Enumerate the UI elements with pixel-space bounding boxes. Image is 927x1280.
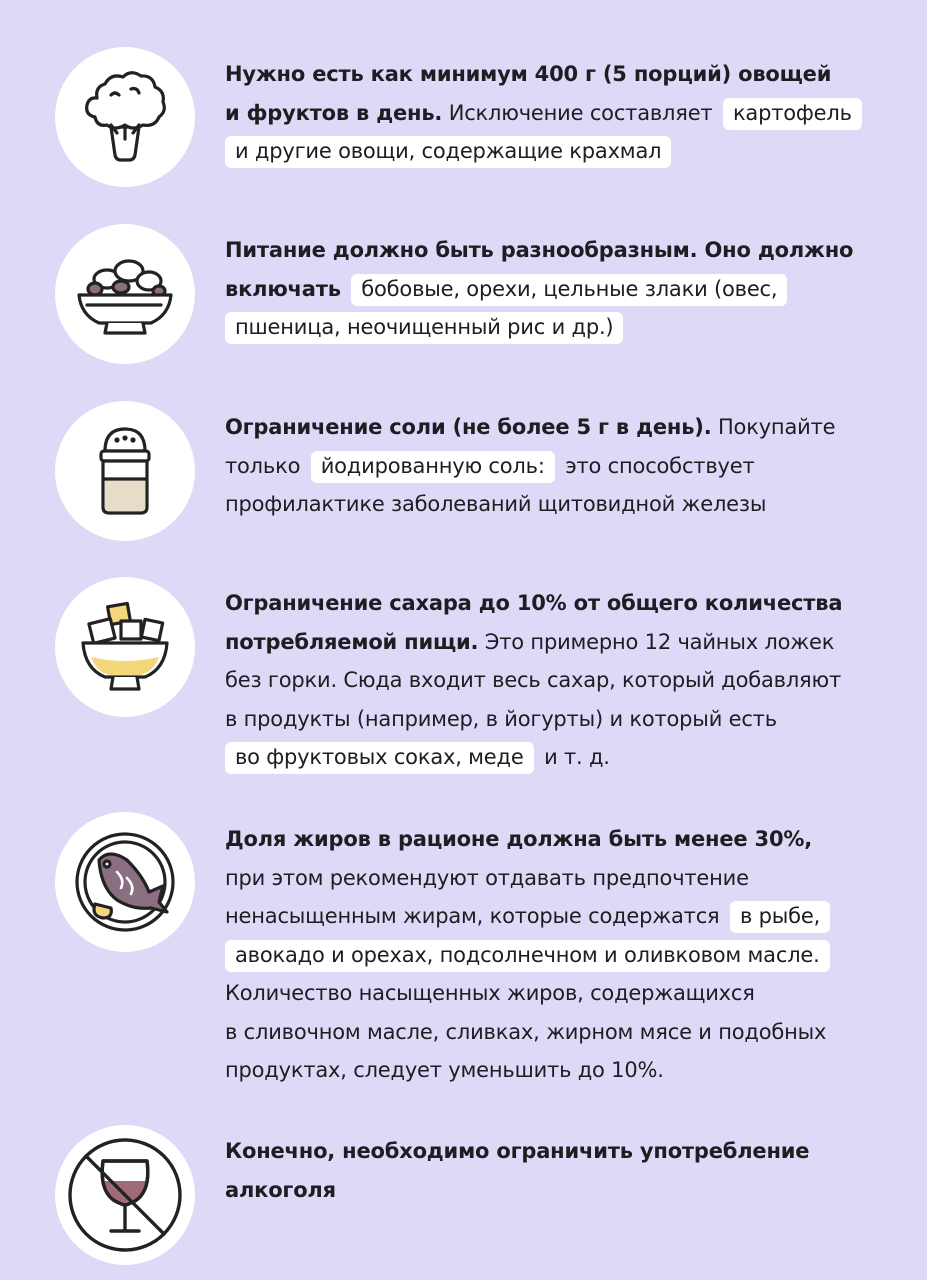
tip-text-span: и т. д. <box>544 745 610 769</box>
tip-bold: и фруктов в день. <box>225 100 443 125</box>
tip-text <box>225 1132 865 1209</box>
tip-line: продуктах, следует уменьшить до 10%. <box>225 1058 664 1082</box>
tip-text <box>225 231 865 347</box>
tip-text-span: Это примерно 12 чайных ложек <box>484 629 835 654</box>
icon-circle <box>55 401 195 541</box>
tip-text-span: это способствует <box>565 453 755 478</box>
icon-circle <box>55 812 195 952</box>
tip-text <box>225 55 865 171</box>
tip-text-span: только <box>225 453 301 478</box>
tip-line <box>225 623 865 662</box>
tip-line: Питание должно быть разнообразным. Оно должно <box>225 238 854 262</box>
tip-text-span: Покупайте <box>717 415 836 439</box>
tip-text <box>225 408 865 524</box>
tip-line <box>225 447 865 486</box>
icon-circle <box>55 224 195 364</box>
highlight: пшеница, неочищенный рис и др.) <box>225 312 623 344</box>
tip-text <box>225 820 865 1090</box>
tip-line: Количество насыщенных жиров, содержащихся <box>225 981 755 1005</box>
tip-line: Конечно, необходимо ограничить употребление <box>225 1139 810 1163</box>
broccoli-icon <box>81 67 169 167</box>
tip-line <box>225 270 865 309</box>
tip-line: Нужно есть как минимум 400 г (5 порций) овощей <box>225 62 832 86</box>
tip-bold: потребляемой пищи. <box>225 629 479 654</box>
tip-line: профилактике заболеваний щитовидной железы <box>225 492 767 516</box>
tip-bold: Ограничение соли (не более 5 г в день). <box>225 415 712 439</box>
tip-line: в сливочном масле, сливках, жирном мясе и подобных <box>225 1019 827 1044</box>
no-wine-icon <box>65 1135 185 1255</box>
tip-line: при этом рекомендуют отдавать предпочтение <box>225 865 749 890</box>
tip-line <box>225 308 865 347</box>
tip-line <box>225 94 865 133</box>
tip-line: без горки. Сюда входит весь сахар, который добавляют <box>225 668 842 692</box>
tip-text <box>225 584 865 777</box>
salt-shaker-icon <box>95 423 155 519</box>
tip-line <box>225 738 865 777</box>
tip-bold: включать <box>225 276 341 301</box>
icon-circle <box>55 577 195 717</box>
sugar-bowl-icon <box>77 599 173 695</box>
tip-line <box>225 897 865 936</box>
tip-line <box>225 408 865 447</box>
highlight: во фруктовых соках, меде <box>225 742 534 774</box>
icon-circle <box>55 47 195 187</box>
tip-line <box>225 132 865 171</box>
tip-line: алкоголя <box>225 1177 336 1202</box>
highlight: авокадо и орехах, подсолнечном и оливковом масле. <box>225 940 830 972</box>
highlight: картофель <box>723 98 862 130</box>
tip-line: Доля жиров в рационе должна быть менее 30%, <box>225 827 812 851</box>
tip-line <box>225 936 865 975</box>
tip-text-span: ненасыщенным жирам, которые содержатся <box>225 904 720 928</box>
highlight: в рыбе, <box>730 901 830 933</box>
highlight: и другие овощи, содержащие крахмал <box>225 136 671 168</box>
salad-bowl-icon <box>73 249 177 339</box>
highlight: йодированную соль: <box>311 451 555 483</box>
tip-text-span: Исключение составляет <box>448 100 713 125</box>
highlight: бобовые, орехи, цельные злаки (овес, <box>351 274 787 306</box>
icon-circle <box>55 1125 195 1265</box>
tip-line: Ограничение сахара до 10% от общего количества <box>225 591 843 615</box>
fish-plate-icon <box>73 830 177 934</box>
tip-line: в продукты (например, в йогурты) и который есть <box>225 706 777 731</box>
